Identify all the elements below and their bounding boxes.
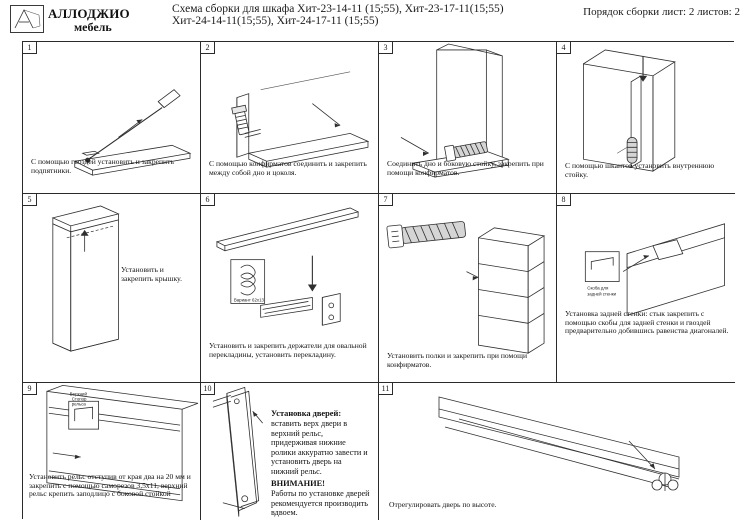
step-caption-8: Установка задней стенки: стык закрепить с помощью скобы для задней стенки и гвоздей предварительно добившись равенства диагоналей. [565,309,729,336]
bracket-label-line2: задней стенки [587,291,617,297]
logo-mark-icon [10,5,44,33]
step-caption-9: Установить рельс отступив от края два на 20 мм и закрепить с помощью саморезов 3,5х11, верхний рельс крепить заподлицо с боковой стойкой [29,472,191,499]
stopper-label-line1: Верхний [69,391,87,397]
title-line-2: Хит-24-14-11(15;55), Хит-24-17-11 (15;55) [172,14,379,27]
warning-body: Работы по установке дверей рекомендуется производить вдвоем. [271,489,370,518]
step-number-8: 8 [557,194,571,206]
variant-label: Вариант 62х13 [233,297,264,303]
warning-title: ВНИМАНИЕ! [271,479,325,488]
step-cell-11 [379,383,735,520]
step-caption-1: С помощью гвоздей установить и закрепить подпятники. [31,157,174,175]
step-caption-2: С помощью конфирматов соединить и закрепить между собой дно и цоколя. [209,159,367,177]
step-number-7: 7 [379,194,393,206]
steps-grid [22,41,734,519]
step-number-9: 9 [23,383,37,395]
step-cell-9 [23,383,201,520]
step-cell-10 [201,383,379,520]
step-cell-7 [379,194,557,383]
step-number-1: 1 [23,42,37,54]
step-number-3: 3 [379,42,393,54]
page-info: Порядок сборки лист: 2 листов: 2 [583,6,740,18]
sheet-title [168,4,558,27]
step-number-4: 4 [557,42,571,54]
bracket-label-line1: Скоба для [587,285,609,291]
step-caption-4: С помощью шкантов установить внутреннюю стойку. [565,161,715,179]
step-caption-11: Отрегулировать дверь по высоте. [389,500,497,509]
step-number-10: 10 [201,383,215,395]
door-install-body: вставить верх двери в верхний рельс, придерживая нижние ролики аккуратно завести и установить дверь на нижний рельс. [271,419,368,476]
brand-subtitle: мебель [74,20,112,34]
step-cell-5 [23,194,201,383]
step-number-5: 5 [23,194,37,206]
step-cell-2 [201,42,379,194]
step-cell-3 [379,42,557,194]
step-cell-4 [557,42,735,194]
step-cell-8 [557,194,735,383]
step-number-2: 2 [201,42,215,54]
step-cell-1 [23,42,201,194]
step-caption-7: Установить полки и закрепить при помощи конфирматов. [387,351,528,369]
stopper-label-line3: рельса [71,401,86,407]
step-number-11: 11 [379,383,393,395]
brand-name: АЛЛОДЖИО [48,6,130,21]
door-install-title: Установка дверей: [271,409,342,418]
step-caption-6: Установить и закрепить держатели для овальной перекладины, установить перекладину. [209,341,367,359]
step-cell-6 [201,194,379,383]
step-caption-3: Соединить дно и боковую стойку, закрепить при помощи конфирматов. [387,159,544,177]
brand-logo [8,4,158,36]
stopper-label-line2: Стопор [71,396,87,402]
title-line-1: Схема сборки для шкафа Хит-23-14-11 (15;55), Хит-23-17-11(15;55) [172,3,504,15]
step-number-6: 6 [201,194,215,206]
step-caption-5: Установить и закрепить крышку. [121,265,182,283]
sheet-header [8,4,740,38]
